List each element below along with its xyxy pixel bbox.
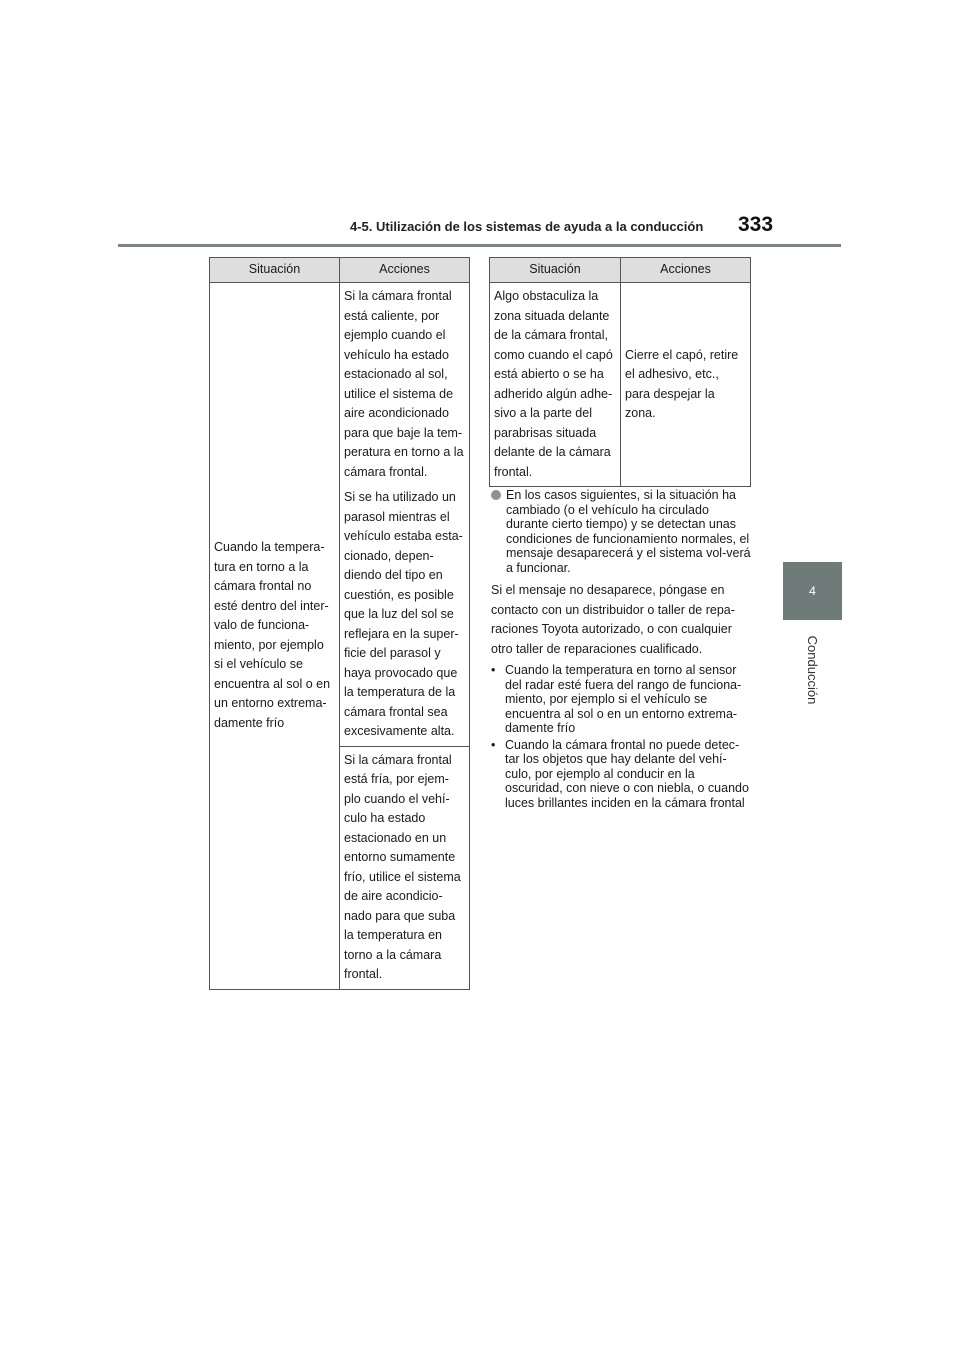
list-item-text: Cuando la temperatura en torno al sensor del radar esté fuera del rango de funciona-miento, por ejemplo si el vehículo se encuentra al sol o en un entorno extrema-damente frío (505, 663, 742, 735)
situation-actions-table-left (209, 257, 470, 990)
action-text: Si la cámara frontal está caliente, por ejemplo cuando el vehículo ha estado estacionado al sol, utilice el sistema de aire acondicionado para que baje la tem-peratura en torno a la cámara frontal. (344, 289, 464, 479)
page-number: 333 (738, 213, 774, 236)
situation-actions-table-right (489, 257, 751, 487)
header-rule (118, 244, 841, 247)
bullet-marker: • (491, 737, 496, 752)
chapter-tab[interactable] (783, 562, 842, 620)
situation-text: Cuando la tempera-tura en torno a la cámara frontal no esté dentro del inter-valo de funciona-miento, por ejemplo si el vehículo se encuentra al sol o en un entorno extrema-damente frío (214, 540, 331, 730)
section-title: 4-5. Utilización de los sistemas de ayuda a la conducción (350, 219, 704, 234)
action-cell (621, 283, 751, 487)
table-row (210, 283, 470, 747)
action-cell (340, 746, 470, 989)
table-header-row (210, 258, 470, 283)
situation-text: Algo obstaculiza la zona situada delante de la cámara frontal, como cuando el capó está abierto o se ha adherido algún adhe-sivo a la parte del parabrisas situada delante de la cámara frontal. (494, 289, 613, 479)
action-cell (340, 283, 470, 747)
table-header-row (490, 258, 751, 283)
list-item (491, 663, 753, 736)
chapter-label: Conducción (805, 635, 820, 705)
situation-cell (210, 283, 340, 990)
bullet-marker: • (491, 663, 496, 677)
list-item (491, 738, 753, 811)
table-row (490, 283, 751, 487)
chapter-number: 4 (809, 584, 816, 598)
note (491, 488, 753, 575)
action-text: Cierre el capó, retire el adhesivo, etc., para despejar la zona. (625, 347, 739, 420)
action-text: Si se ha utilizado un parasol mientras el vehículo estaba esta-cionado, depen-diendo del tipo en cuestión, es posible que la luz del sol se reflejara en la super-ficie del parasol y haya provocado que la temperatura de la cámara frontal sea excesivamente alta. (344, 490, 463, 738)
action-text: Si la cámara frontal está fría, por ejem-plo cuando el vehí-culo ha estado estacionado en un entorno sumamente frío, utilice el sistema de aire acondicio-nado para que suba la temperatura en torno a la cámara frontal. (344, 752, 461, 981)
column-header-situation: Situación (490, 258, 621, 283)
column-header-actions: Acciones (340, 258, 470, 283)
column-header-actions: Acciones (621, 258, 751, 283)
list-item-text: Cuando la cámara frontal no puede detec-tar los objetos que hay delante del vehí-culo, por ejemplo al conducir en la oscuridad, con nieve o con niebla, o cuando luces brillantes inciden en la cámara frontal (505, 737, 749, 810)
bullet-list (491, 663, 753, 810)
situation-cell (490, 283, 621, 487)
note-text: En los casos siguientes, si la situación ha cambiado (o el vehículo ha circulado durante cierto tiempo) y se detectan unas condiciones de funcionamiento normales, el mensaje desaparecerá y el sistema vol-verá a funcionar. (506, 488, 751, 575)
body-text-column (491, 488, 753, 812)
bullet-circle-icon (491, 490, 501, 500)
column-header-situation: Situación (210, 258, 340, 283)
paragraph: Si el mensaje no desaparece, póngase en contacto con un distribuidor o taller de repa-raciones Toyota autorizado, o con cualquier otro taller de reparaciones cualificado. (491, 583, 735, 656)
